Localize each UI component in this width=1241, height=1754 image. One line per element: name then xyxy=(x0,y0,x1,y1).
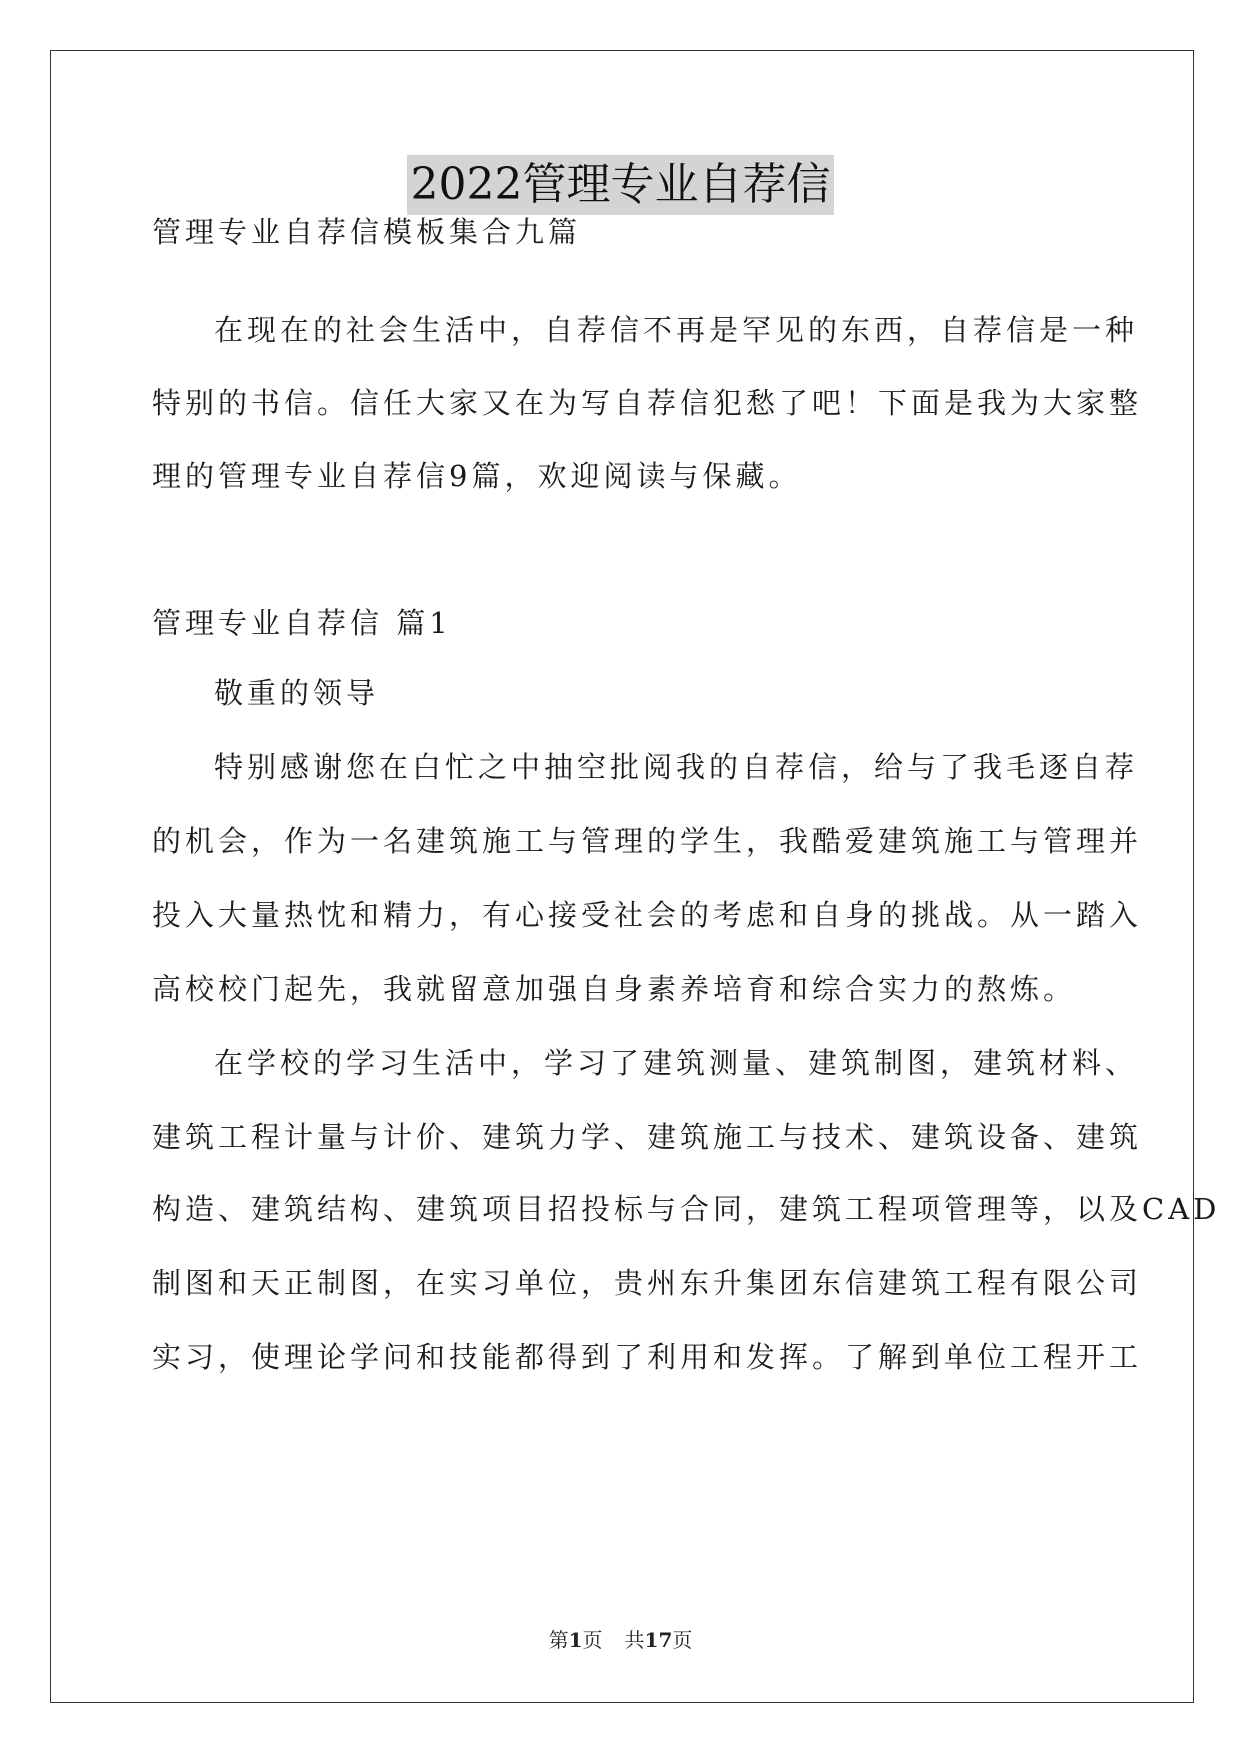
total-suffix: 页 xyxy=(672,1628,693,1652)
subtitle: 管理专业自荐信模板集合九篇 xyxy=(152,215,582,249)
total-prefix: 共 xyxy=(624,1628,645,1652)
page-suffix: 页 xyxy=(582,1628,603,1652)
paragraph-line: 投入大量热忱和精力，有心接受社会的考虑和自身的挑战。从一踏入 xyxy=(152,898,1143,932)
paragraph-line: 构造、建筑结构、建筑项目招投标与合同，建筑工程项管理等，以及CAD xyxy=(152,1192,1221,1226)
section-heading: 管理专业自荐信 篇1 xyxy=(152,606,452,640)
title-container xyxy=(0,155,1241,215)
page-prefix: 第 xyxy=(548,1628,569,1652)
intro-line: 特别的书信。信任大家又在为写自荐信犯愁了吧！下面是我为大家整 xyxy=(152,386,1143,420)
total-pages: 17 xyxy=(644,1628,673,1652)
paragraph-line: 的机会，作为一名建筑施工与管理的学生，我酷爱建筑施工与管理并 xyxy=(152,824,1143,858)
paragraph-line: 高校校门起先，我就留意加强自身素养培育和综合实力的熬炼。 xyxy=(152,972,1077,1006)
paragraph-line: 建筑工程计量与计价、建筑力学、建筑施工与技术、建筑设备、建筑 xyxy=(152,1120,1143,1154)
intro-line: 在现在的社会生活中，自荐信不再是罕见的东西，自荐信是一种 xyxy=(214,313,1139,347)
paragraph-line: 特别感谢您在白忙之中抽空批阅我的自荐信，给与了我毛逐自荐 xyxy=(214,750,1139,784)
paragraph-line: 制图和天正制图，在实习单位，贵州东升集团东信建筑工程有限公司 xyxy=(152,1266,1143,1300)
page-border xyxy=(50,50,1221,1703)
page-footer xyxy=(0,1626,1241,1654)
paragraph-line: 实习，使理论学问和技能都得到了利用和发挥。了解到单位工程开工 xyxy=(152,1340,1143,1374)
document-title: 2022管理专业自荐信 xyxy=(407,155,835,215)
paragraph-line: 在学校的学习生活中，学习了建筑测量、建筑制图，建筑材料、 xyxy=(214,1046,1139,1080)
intro-line: 理的管理专业自荐信9篇，欢迎阅读与保藏。 xyxy=(152,459,802,493)
salutation: 敬重的领导 xyxy=(214,676,380,710)
page-number: 1 xyxy=(568,1628,583,1652)
